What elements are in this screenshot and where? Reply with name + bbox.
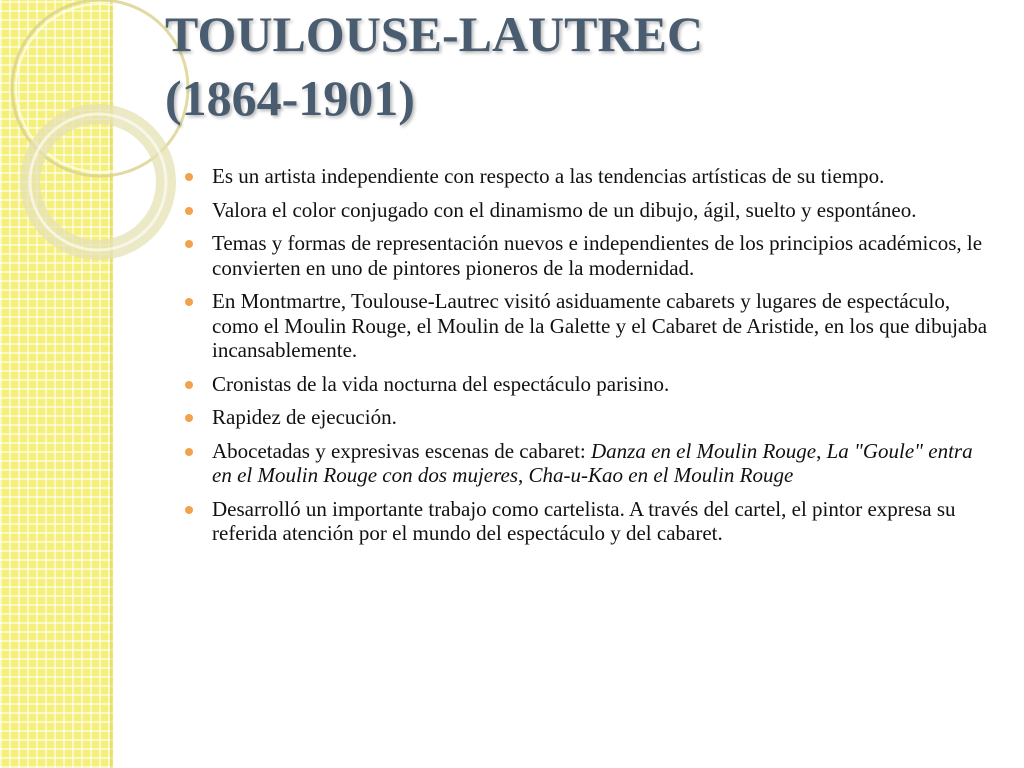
bullet-item: [185, 439, 995, 488]
bullet-dot-icon: [185, 506, 193, 514]
bullet-item: [185, 405, 995, 430]
bullet-list: [185, 164, 995, 555]
bullet-item: [185, 497, 995, 546]
artwork-title: Danza en el Moulin Rouge: [590, 438, 817, 463]
bullet-text: Desarrolló un importante trabajo como cartelista. A través del cartel, el pintor expresa su referida atención por el mundo del espectáculo y del cabaret.: [212, 496, 956, 545]
bullet-dot-icon: [185, 448, 193, 456]
bullet-dot-icon: [185, 381, 193, 389]
decorative-ring-thick-highlight: [30, 114, 166, 250]
bullet-item: [185, 198, 995, 223]
slide-title: [165, 2, 703, 130]
bullet-dot-icon: [185, 414, 193, 422]
bullet-text: Cronistas de la vida nocturna del espectáculo parisino.: [212, 371, 670, 396]
bullet-item: [185, 231, 995, 280]
bullet-item: [185, 372, 995, 397]
bullet-text: Es un artista independiente con respecto a las tendencias artísticas de su tiempo.: [212, 164, 885, 188]
bullet-text: Temas y formas de representación nuevos e independientes de los principios académicos, le convierten en uno de pintores pioneros de la modernidad.: [212, 231, 983, 280]
bullet-text: En Montmartre, Toulouse-Lautrec visitó asiduamente cabarets y lugares de espectáculo, como el Moulin Rouge, el Moulin de la Galette y el Cabaret de Aristide, en los que dibujaba incansablemente.: [212, 289, 988, 362]
artwork-title: La "Goule" entra en el Moulin Rouge con dos mujeres: [212, 438, 973, 487]
bullet-dot-icon: [185, 207, 193, 215]
separator: ,: [816, 438, 827, 463]
separator: ,: [518, 463, 529, 487]
bullet-dot-icon: [185, 240, 193, 248]
bullet-item: [185, 164, 995, 189]
bullet-dot-icon: [185, 173, 193, 181]
title-dates: (1864-1901): [165, 70, 415, 126]
artwork-title: Cha-u-Kao en el Moulin Rouge: [528, 463, 794, 487]
bullet-item: [185, 289, 995, 363]
bullet-dot-icon: [185, 298, 193, 306]
bullet-text-intro: Abocetadas y expresivas escenas de cabaret:: [212, 438, 591, 463]
bullet-text: Rapidez de ejecución.: [212, 405, 397, 429]
bullet-text: Valora el color conjugado con el dinamismo de un dibujo, ágil, suelto y espontáneo.: [212, 197, 917, 222]
title-name: TOULOUSE-LAUTREC: [165, 6, 704, 62]
